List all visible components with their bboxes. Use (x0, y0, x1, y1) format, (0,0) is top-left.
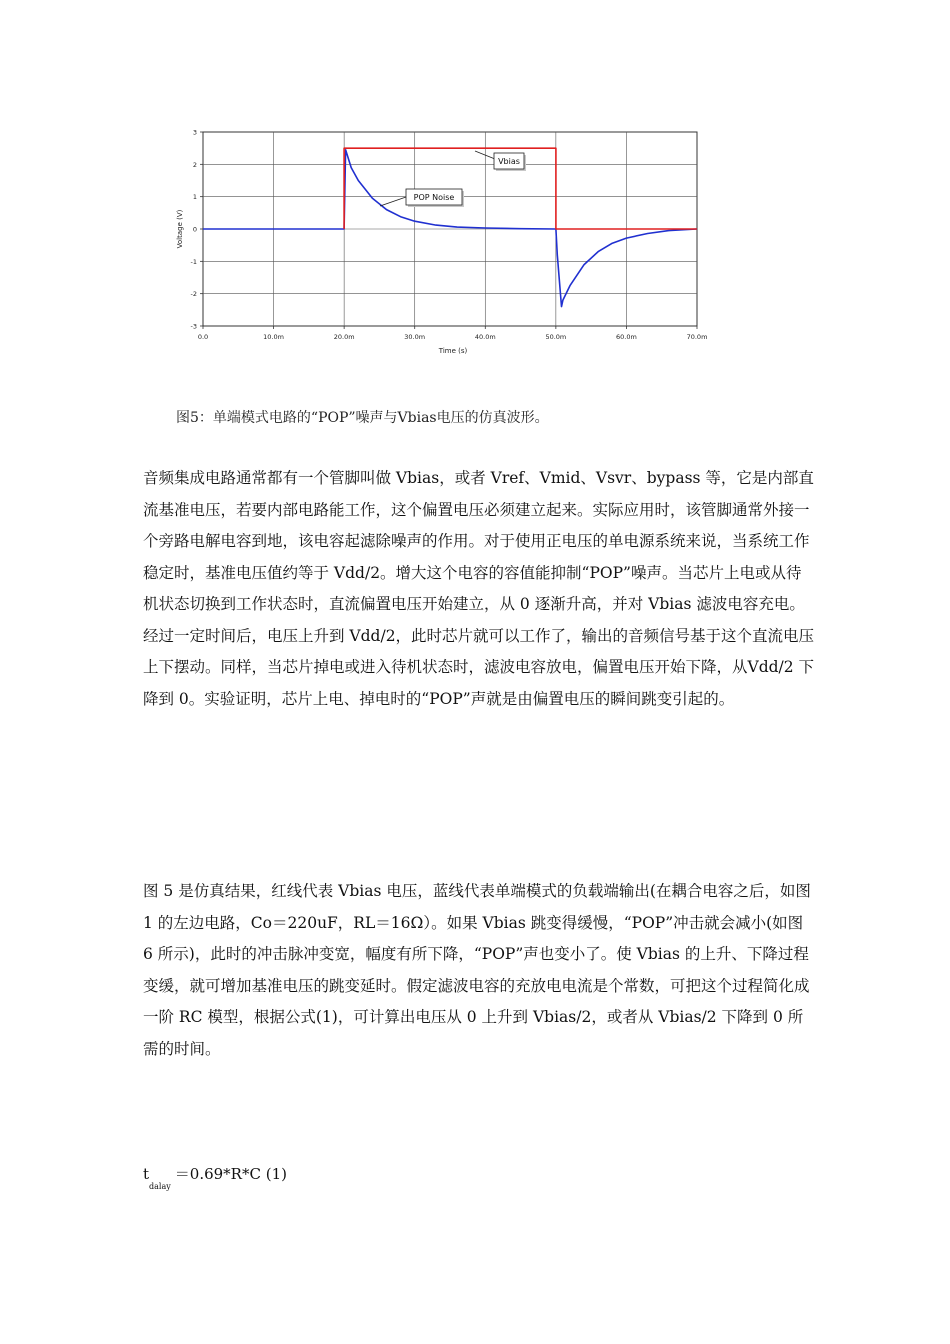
x-tick-label: 10.0m (263, 333, 284, 341)
x-tick-label: 20.0m (333, 333, 355, 341)
y-tick-label: -2 (190, 290, 197, 299)
y-tick-label: 3 (192, 128, 197, 137)
x-axis-label: Time (s) (438, 347, 468, 355)
y-tick-labels (191, 129, 203, 331)
body-paragraph-2: 图 5 是仿真结果，红线代表 Vbias 电压，蓝线代表单端模式的负载端输出(在耦合电容之后，如图 1 的左边电路，Co＝220uF，RL＝16Ω）。如果 Vbias 跳变得缓慢，“POP”冲击就会减小(如图 6 所示)，此时的冲击脉冲变宽，幅度有所下降，“POP”声也变小了。使 Vbias 的上升、下降过程变缓，就可增加基准电压的跳变延时。假定滤波电容的充放电电流是个常数，可把这个过程简化成一阶 RC 模型，根据公式(1)，可计算出电压从 0 上升到 Vbias/2，或者从 Vbias/2 下降到 0 所需的时间。 (143, 882, 811, 1058)
annotation-vbias-label: Vbias (498, 157, 520, 166)
formula-rhs: ＝0.69*R*C (1) (174, 1165, 287, 1183)
x-tick-labels (198, 326, 708, 341)
x-tick-label: 40.0m (474, 333, 496, 341)
figure-caption: 图5：单端模式电路的“POP”噪声与Vbias电压的仿真波形。 (176, 410, 549, 426)
x-tick-label: 70.0m (686, 333, 708, 341)
formula-t: t (143, 1165, 150, 1183)
y-tick-label: 1 (192, 193, 197, 202)
formula-delay (143, 1163, 287, 1191)
y-tick-label: 2 (192, 160, 197, 169)
x-tick-label: 50.0m (545, 333, 567, 341)
x-tick-label: 30.0m (404, 333, 426, 341)
x-tick-label: 0.0 (197, 333, 209, 341)
annotation-pop-noise-label: POP Noise (413, 193, 455, 202)
y-tick-label: -1 (190, 257, 197, 266)
simulation-chart (170, 118, 730, 368)
formula-subscript: dalay (149, 1182, 171, 1191)
y-tick-label: -3 (190, 322, 197, 331)
y-axis-label: Voltage (V) (176, 209, 184, 249)
x-tick-label: 60.0m (616, 333, 637, 341)
y-tick-label: 0 (192, 225, 197, 234)
body-paragraph-1: 音频集成电路通常都有一个管脚叫做 Vbias，或者 Vref、Vmid、Vsvr、bypass 等，它是内部直流基准电压，若要内部电路能工作，这个偏置电压必须建立起来。实际应用时，该管脚通常外接一个旁路电解电容到地，该电容起滤除噪声的作用。对于使用正电压的单电源系统来说，当系统工作稳定时，基准电压值约等于 Vdd/2。增大这个电容的容值能抑制“POP”噪声。当芯片上电或从待机状态切换到工作状态时，直流偏置电压开始建立，从 0 逐渐升高，并对 Vbias 滤波电容充电。经过一定时间后，电压上升到 Vdd/2，此时芯片就可以工作了，输出的音频信号基于这个直流电压上下摆动。同样，当芯片掉电或进入待机状态时，滤波电容放电，偏置电压开始下降，从Vdd/2 下降到 0。实验证明，芯片上电、掉电时的“POP”声就是由偏置电压的瞬间跳变引起的。 (143, 469, 815, 708)
